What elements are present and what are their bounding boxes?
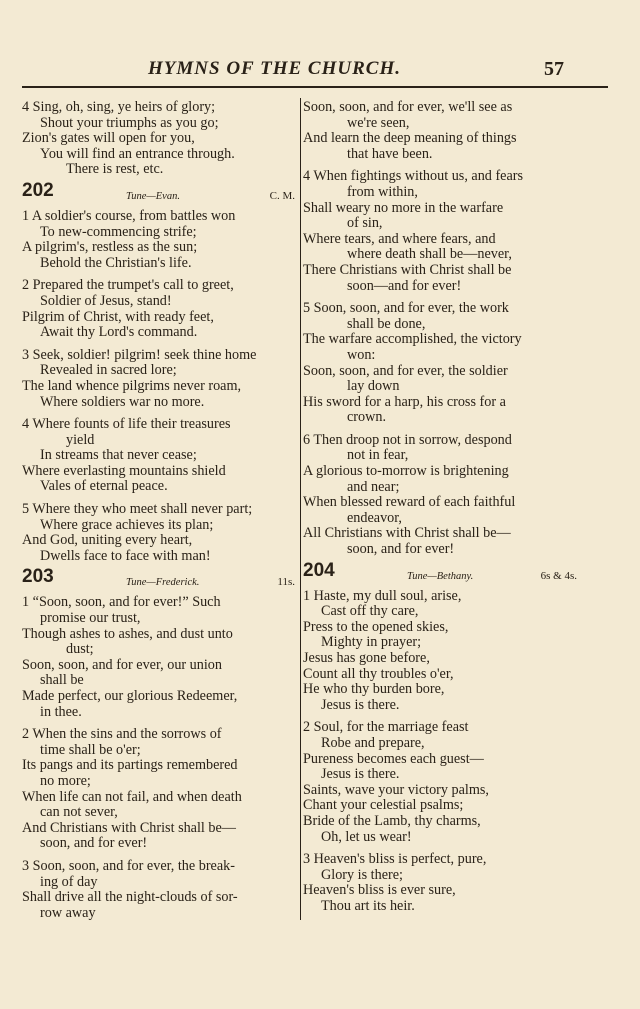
verse-line: When blessed reward of each faithful	[303, 494, 516, 511]
verse-line: endeavor,	[347, 509, 402, 526]
stanza	[303, 589, 579, 714]
verse-line: All Christians with Christ shall be—	[303, 525, 511, 542]
continued-stanza	[303, 100, 579, 162]
stanza	[303, 433, 579, 558]
continued-stanza	[22, 100, 297, 178]
stanza	[22, 859, 297, 921]
verse-line: His sword for a harp, his cross for a	[303, 393, 506, 410]
verse-line: Soon, soon, and for ever, the soldier	[303, 362, 508, 379]
verse-line: crown.	[347, 409, 387, 426]
stanza	[22, 417, 297, 495]
verse-line: He who thy burden bore,	[303, 681, 445, 698]
verse-line: Where soldiers war no more.	[40, 393, 205, 410]
stanza	[22, 278, 297, 340]
verse-line: Zion's gates will open for you,	[22, 130, 195, 147]
verse-line: A glorious to-morrow is brightening	[303, 463, 509, 480]
verse-line: Chant your celestial psalms;	[303, 797, 464, 814]
verse-line: To new-commencing strife;	[40, 223, 197, 240]
verse-line: Heaven's bliss is ever sure,	[303, 882, 456, 899]
verse-line: 4 Sing, oh, sing, ye heirs of glory;	[22, 99, 216, 115]
hymn-tune: Tune—Frederick.	[126, 577, 200, 589]
verse-line: 3 Heaven's bliss is perfect, pure,	[303, 851, 487, 868]
verse-line: Shall drive all the night-clouds of sor-	[22, 889, 238, 906]
verse-line: shall be done,	[347, 315, 426, 332]
stanza	[303, 301, 579, 426]
verse-line: Cast off thy care,	[321, 603, 419, 620]
stanza	[303, 852, 579, 914]
column-divider	[300, 98, 301, 920]
verse-line: Count all thy troubles o'er,	[303, 665, 454, 682]
stanza	[22, 348, 297, 410]
stanza	[22, 502, 297, 564]
left-column	[22, 100, 297, 928]
verse-line: won:	[347, 346, 376, 363]
verse-line: Revealed in sacred lore;	[40, 362, 177, 379]
verse-line: shall be	[40, 672, 84, 689]
verse-line: 2 When the sins and the sorrows of	[22, 726, 222, 743]
verse-line: The land whence pilgrims never roam,	[22, 377, 242, 394]
verse-line: Await thy Lord's command.	[40, 324, 198, 341]
stanza	[303, 720, 579, 845]
stanza	[22, 727, 297, 852]
verse-line: 5 Where they who meet shall never part;	[22, 501, 253, 518]
verse-line: There Christians with Christ shall be	[303, 261, 512, 278]
verse-line: Bride of the Lamb, thy charms,	[303, 812, 481, 829]
verse-line: 3 Soon, soon, and for ever, the break-	[22, 857, 235, 874]
verse-line: where death shall be—never,	[347, 246, 512, 263]
verse-line: time shall be o'er;	[40, 741, 141, 758]
hymn-204-heading	[303, 559, 579, 587]
verse-line: no more;	[40, 772, 91, 789]
verse-line: Thou art its heir.	[321, 897, 415, 914]
verse-line: that have been.	[347, 145, 433, 162]
verse-line: Saints, wave your victory palms,	[303, 781, 489, 798]
right-column	[303, 100, 579, 922]
verse-line: When life can not fail, and when death	[22, 788, 242, 805]
header-rule	[22, 86, 608, 88]
verse-line: Vales of eternal peace.	[40, 478, 168, 495]
verse-line: in thee.	[40, 703, 82, 720]
verse-line: The warfare accomplished, the victory	[303, 331, 522, 348]
running-title: HYMNS OF THE CHURCH.	[148, 58, 401, 79]
verse-line: Mighty in prayer;	[321, 634, 422, 651]
verse-line: Pilgrim of Christ, with ready feet,	[22, 308, 214, 325]
stanza	[303, 169, 579, 294]
verse-line: And God, uniting every heart,	[22, 532, 193, 549]
hymn-tune: Tune—Evan.	[126, 190, 180, 202]
verse-line: 4 Where founts of life their treasures	[22, 416, 231, 433]
verse-line: Soon, soon, and for ever, our union	[22, 656, 222, 673]
verse-line: Jesus has gone before,	[303, 650, 430, 666]
verse-line: A pilgrim's, restless as the sun;	[22, 239, 198, 256]
hymn-number: 204	[303, 559, 335, 581]
verse-line: Shall weary no more in the warfare	[303, 199, 504, 216]
verse-line: 1 “Soon, soon, and for ever!” Such	[22, 594, 221, 611]
verse-line: Jesus is there.	[321, 696, 400, 713]
verse-line: soon—and for ever!	[347, 277, 462, 294]
verse-line: Glory is there;	[321, 866, 403, 883]
verse-line: You will find an entrance through.	[40, 145, 235, 162]
hymn-202-heading	[22, 179, 297, 207]
verse-line: from within,	[347, 183, 418, 200]
page-header	[0, 58, 640, 88]
verse-line: 1 A soldier's course, from battles won	[22, 207, 236, 224]
verse-line: Dwells face to face with man!	[40, 547, 211, 564]
verse-line: Where everlasting mountains shield	[22, 462, 226, 479]
page-number: 57	[544, 58, 564, 80]
verse-line: Soon, soon, and for ever, we'll see as	[303, 99, 513, 115]
verse-line: Where tears, and where fears, and	[303, 230, 496, 247]
verse-line: ing of day	[40, 873, 98, 890]
stanza	[22, 209, 297, 271]
verse-line: 6 Then droop not in sorrow, despond	[303, 431, 512, 448]
hymn-meter: 6s & 4s.	[540, 569, 577, 582]
verse-line: not in fear,	[347, 447, 409, 464]
verse-line: 1 Haste, my dull soul, arise,	[303, 587, 462, 604]
verse-line: yield	[66, 431, 95, 448]
verse-line: lay down	[347, 378, 400, 395]
verse-line: Its pangs and its partings remembered	[22, 757, 238, 774]
verse-line: Where grace achieves its plan;	[40, 516, 214, 533]
verse-line: And Christians with Christ shall be—	[22, 819, 236, 836]
verse-line: dust;	[66, 641, 94, 658]
verse-line: we're seen,	[347, 114, 410, 131]
hymn-number: 202	[22, 179, 54, 201]
verse-line: Robe and prepare,	[321, 734, 425, 751]
verse-line: Jesus is there.	[321, 766, 400, 783]
verse-line: There is rest, etc.	[66, 161, 164, 178]
verse-line: 5 Soon, soon, and for ever, the work	[303, 300, 509, 317]
verse-line: and near;	[347, 478, 400, 495]
verse-line: Soldier of Jesus, stand!	[40, 292, 172, 309]
verse-line: 3 Seek, soldier! pilgrim! seek thine home	[22, 346, 257, 363]
verse-line: soon, and for ever!	[347, 541, 455, 558]
verse-line: Pureness becomes each guest—	[303, 750, 484, 767]
verse-line: Though ashes to ashes, and dust unto	[22, 625, 233, 642]
verse-line: Oh, let us wear!	[321, 828, 412, 845]
hymn-number: 203	[22, 566, 54, 588]
verse-line: of sin,	[347, 215, 383, 232]
verse-line: Behold the Christian's life.	[40, 254, 192, 271]
hymn-meter: C. M.	[269, 189, 295, 202]
hymn-meter: 11s.	[277, 576, 295, 589]
verse-line: promise our trust,	[40, 610, 141, 627]
verse-line: Press to the opened skies,	[303, 618, 449, 635]
verse-line: Shout your triumphs as you go;	[40, 114, 219, 131]
verse-line: soon, and for ever!	[40, 835, 148, 852]
verse-line: row away	[40, 904, 96, 921]
verse-line: 2 Prepared the trumpet's call to greet,	[22, 277, 234, 294]
verse-line: And learn the deep meaning of things	[303, 130, 517, 147]
stanza	[22, 595, 297, 720]
verse-line: Made perfect, our glorious Redeemer,	[22, 688, 238, 704]
hymn-203-heading	[22, 566, 297, 593]
verse-line: 4 When fightings without us, and fears	[303, 168, 524, 185]
verse-line: In streams that never cease;	[40, 447, 197, 464]
verse-line: can not sever,	[40, 804, 118, 821]
hymn-tune: Tune—Bethany.	[407, 570, 474, 582]
verse-line: 2 Soul, for the marriage feast	[303, 719, 469, 736]
